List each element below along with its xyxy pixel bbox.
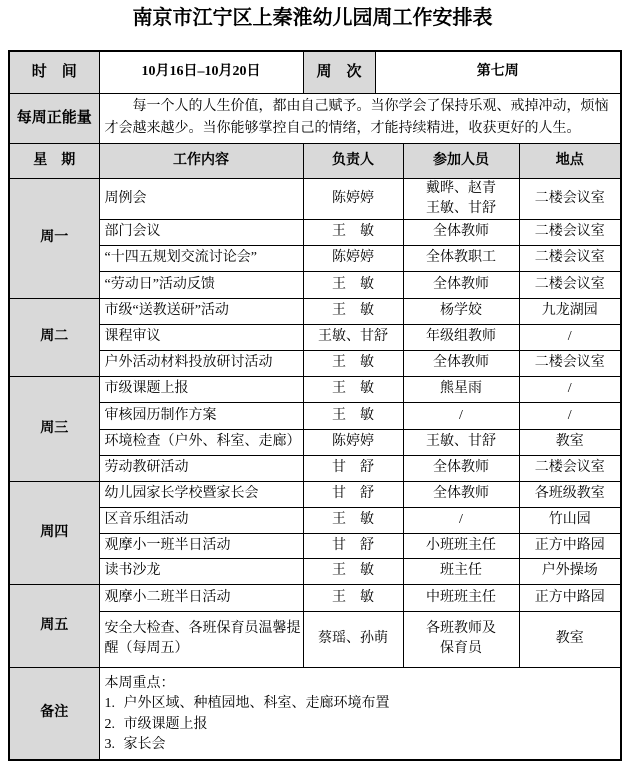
time-label: 时 间 <box>9 51 99 93</box>
location-cell: 正方中路园 <box>519 533 621 558</box>
participants-cell: 杨学姣 <box>403 298 519 324</box>
schedule-row <box>9 507 621 533</box>
notes-content <box>99 667 621 760</box>
location-cell: / <box>519 402 621 429</box>
participants-text: 各班教师及保育员 <box>426 621 496 656</box>
participants-cell: 全体教师 <box>403 455 519 481</box>
schedule-row <box>9 481 621 507</box>
location-cell: 二楼会议室 <box>519 245 621 271</box>
day-cell-wednesday: 周三 <box>9 376 99 481</box>
participants-cell: 中班班主任 <box>403 584 519 611</box>
task-cell: 幼儿园家长学校暨家长会 <box>99 481 303 507</box>
task-cell: 市级课题上报 <box>99 376 303 402</box>
participants-cell: 王敏、甘舒 <box>403 429 519 455</box>
location-cell: 二楼会议室 <box>519 455 621 481</box>
notes-item-number: 3. <box>104 737 115 752</box>
owner-cell: 王 敏 <box>303 584 403 611</box>
document-title: 南京市江宁区上秦淮幼儿园周工作安排表 <box>132 7 493 29</box>
schedule-row <box>9 298 621 324</box>
schedule-row <box>9 584 621 611</box>
notes-item <box>105 735 617 756</box>
task-cell: 市级“送教送研”活动 <box>99 298 303 324</box>
participants-line: 戴晔、赵青 <box>426 180 496 196</box>
owner-cell: 王 敏 <box>303 402 403 429</box>
week-value: 第七周 <box>375 51 621 93</box>
location-cell: 二楼会议室 <box>519 271 621 298</box>
notes-item <box>105 715 617 736</box>
participants-cell: / <box>403 507 519 533</box>
owner-cell: 王 敏 <box>303 558 403 584</box>
task-cell: 课程审议 <box>99 324 303 350</box>
notes-item-text: 户外区域、种植园地、科室、走廊环境布置 <box>123 696 390 711</box>
owner-cell: 甘 舒 <box>303 481 403 507</box>
location-cell: 二楼会议室 <box>519 178 621 219</box>
header-task: 工作内容 <box>99 143 303 178</box>
location-cell: 各班级教室 <box>519 481 621 507</box>
notes-item-number: 2. <box>104 716 115 732</box>
header-location: 地点 <box>519 143 621 178</box>
task-cell: 读书沙龙 <box>99 558 303 584</box>
task-cell: “十四五规划交流讨论会” <box>99 245 303 271</box>
schedule-row <box>9 402 621 429</box>
task-cell: 审核园历制作方案 <box>99 402 303 429</box>
schedule-row <box>9 558 621 584</box>
schedule-row <box>9 271 621 298</box>
schedule-row <box>9 429 621 455</box>
schedule-table <box>8 50 622 761</box>
owner-cell: 王 敏 <box>303 219 403 245</box>
schedule-row <box>9 376 621 402</box>
notes-item-text: 家长会 <box>123 737 166 752</box>
location-cell: 二楼会议室 <box>519 219 621 245</box>
owner-cell: 王 敏 <box>303 271 403 298</box>
location-cell: 九龙湖园 <box>519 298 621 324</box>
owner-cell: 王 敏 <box>303 298 403 324</box>
task-text: 安全大检查、各班保育员温馨提醒（每周五） <box>104 621 301 656</box>
location-cell: / <box>519 376 621 402</box>
day-cell-friday: 周五 <box>9 584 99 667</box>
schedule-row <box>9 178 621 219</box>
location-cell: 教室 <box>519 611 621 667</box>
task-cell: 周例会 <box>99 178 303 219</box>
location-cell: 教室 <box>519 429 621 455</box>
participants-cell: 熊星雨 <box>403 376 519 402</box>
task-cell: 环境检查（户外、科室、走廊） <box>99 429 303 455</box>
participants-line: 王敏、甘舒 <box>426 200 496 216</box>
schedule-row <box>9 245 621 271</box>
notes-row <box>9 667 621 760</box>
participants-cell: 全体教师 <box>403 481 519 507</box>
task-cell: 部门会议 <box>99 219 303 245</box>
owner-cell: 王敏、甘舒 <box>303 324 403 350</box>
owner-cell: 蔡瑶、孙萌 <box>303 611 403 667</box>
owner-cell: 王 敏 <box>303 376 403 402</box>
time-value: 10月16日–10月20日 <box>99 51 303 93</box>
schedule-row <box>9 611 621 667</box>
day-cell-monday: 周一 <box>9 178 99 298</box>
notes-item <box>105 694 617 715</box>
column-header-row <box>9 143 621 178</box>
participants-cell: / <box>403 402 519 429</box>
location-cell: 户外操场 <box>519 558 621 584</box>
owner-cell: 陈婷婷 <box>303 429 403 455</box>
owner-cell: 陈婷婷 <box>303 178 403 219</box>
day-cell-tuesday: 周二 <box>9 298 99 376</box>
task-cell: 区音乐组活动 <box>99 507 303 533</box>
location-cell: 正方中路园 <box>519 584 621 611</box>
participants-cell <box>403 611 519 667</box>
day-cell-thursday: 周四 <box>9 481 99 584</box>
task-cell: 观摩小一班半日活动 <box>99 533 303 558</box>
location-cell: 二楼会议室 <box>519 350 621 376</box>
notes-item-number: 1. <box>104 696 115 711</box>
header-owner: 负责人 <box>303 143 403 178</box>
task-cell: “劳动日”活动反馈 <box>99 271 303 298</box>
owner-cell: 甘 舒 <box>303 533 403 558</box>
notes-label: 备注 <box>9 667 99 760</box>
motto-text: 每一个人的人生价值，都由自己赋予。当你学会了保持乐观、戒掉冲动，烦恼才会越来越少。当你能够掌控自己的情绪，才能持续精进，收获更好的人生。 <box>99 93 621 143</box>
notes-heading: 本周重点： <box>104 675 175 691</box>
week-label: 周 次 <box>303 51 375 93</box>
task-cell: 户外活动材料投放研讨活动 <box>99 350 303 376</box>
owner-cell: 甘 舒 <box>303 455 403 481</box>
info-row <box>9 51 621 93</box>
header-day: 星 期 <box>9 143 99 178</box>
schedule-row <box>9 455 621 481</box>
participants-cell: 全体教师 <box>403 350 519 376</box>
schedule-row <box>9 324 621 350</box>
participants-cell: 小班班主任 <box>403 533 519 558</box>
participants-cell: 全体教职工 <box>403 245 519 271</box>
location-cell: / <box>519 324 621 350</box>
location-cell: 竹山园 <box>519 507 621 533</box>
participants-cell: 全体教师 <box>403 219 519 245</box>
participants-cell <box>403 178 519 219</box>
notes-item-text: 市级课题上报 <box>123 716 208 732</box>
task-cell: 劳动教研活动 <box>99 455 303 481</box>
participants-cell: 年级组教师 <box>403 324 519 350</box>
owner-cell: 王 敏 <box>303 507 403 533</box>
task-cell <box>99 611 303 667</box>
owner-cell: 陈婷婷 <box>303 245 403 271</box>
motto-label: 每周正能量 <box>9 93 99 143</box>
schedule-row <box>9 219 621 245</box>
participants-cell: 全体教师 <box>403 271 519 298</box>
motto-row <box>9 93 621 143</box>
header-participants: 参加人员 <box>403 143 519 178</box>
schedule-row <box>9 350 621 376</box>
owner-cell: 王 敏 <box>303 350 403 376</box>
participants-cell: 班主任 <box>403 558 519 584</box>
task-cell: 观摩小二班半日活动 <box>99 584 303 611</box>
schedule-row <box>9 533 621 558</box>
